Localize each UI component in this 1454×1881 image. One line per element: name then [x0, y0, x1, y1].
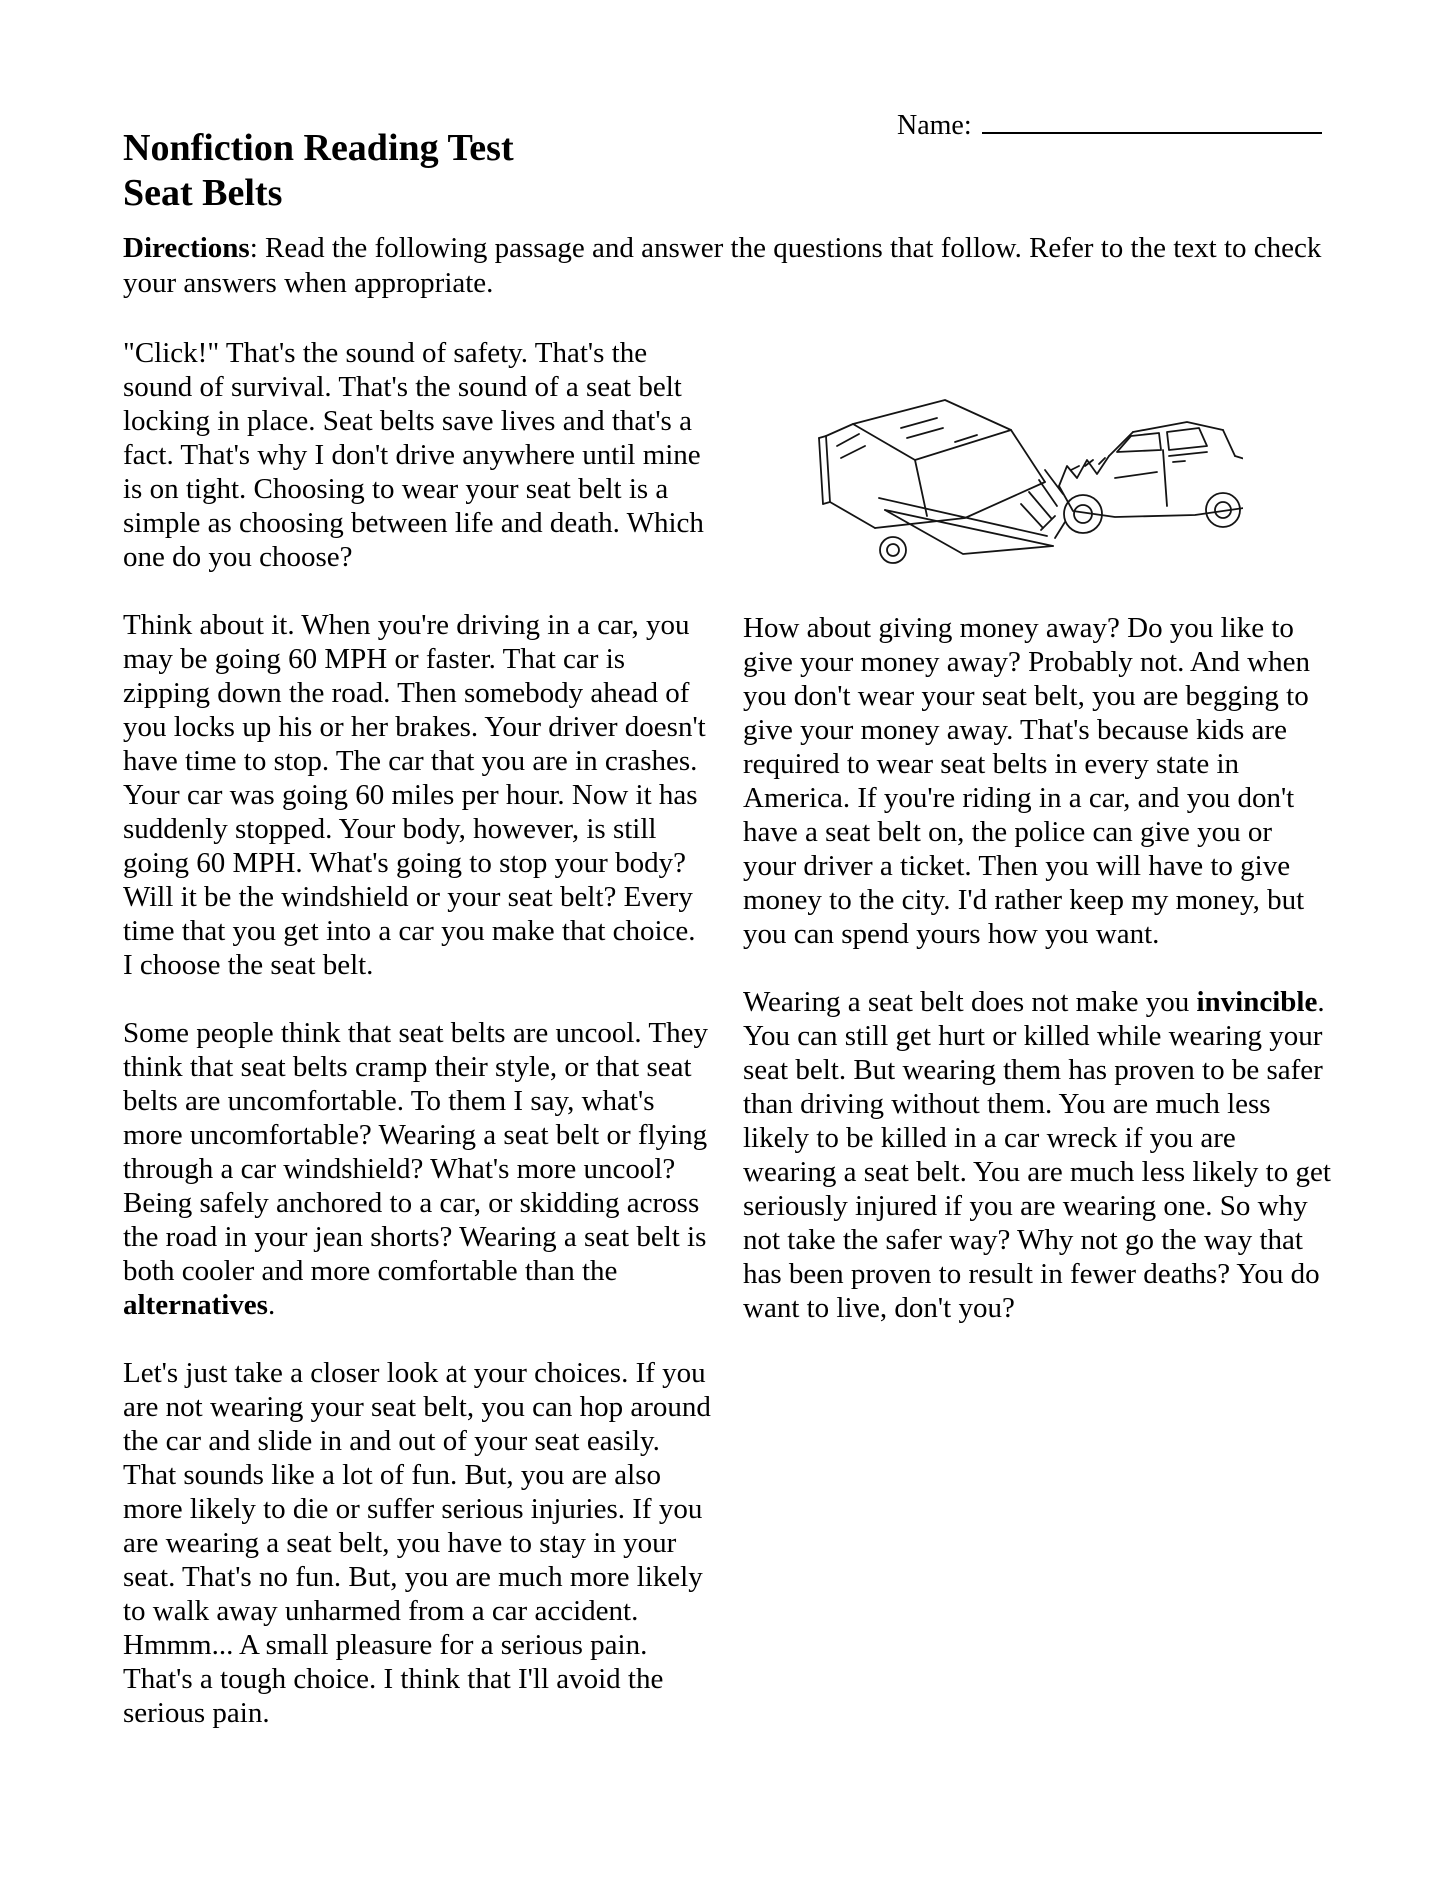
directions-label: Directions	[123, 232, 250, 264]
right-column-text	[743, 611, 1331, 1325]
directions	[123, 231, 1338, 301]
bold-text: alternatives	[123, 1289, 268, 1321]
passage-paragraph	[123, 336, 711, 574]
car-crash-illustration	[813, 388, 1243, 573]
text: .	[267, 1289, 276, 1321]
text: Some people think that seat belts are uncool. They think that seat belts cramp their style, or that seat belts are uncomfortable. To them I say, what's more uncomfortable? Wearing a seat belt or flying through a car windshield? What's more uncool? Being safely anchored to a car, or skidding across the road in your jean shorts? Wearing a seat belt is both cooler and more comfortable than the	[123, 1017, 708, 1287]
text: . You can still get hurt or killed while wearing your seat belt. But wearing them has proven to be safer than driving without them. You are much less likely to be killed in a car wreck if you are wearing a seat belt. You are much less likely to get seriously injured if you are wearing one. So why not take the safer way? Why not go the way that has been proven to result in fewer deaths? You do want to live, don't you?	[743, 986, 1331, 1324]
title-line-2: Seat Belts	[123, 172, 283, 214]
text: Wearing a seat belt does not make you	[743, 986, 1197, 1018]
text: How about giving money away? Do you like to give your money away? Probably not. And when you don't wear your seat belt, you are begging to give your money away. That's because kids are required to wear seat belts in every state in America. If you're riding in a car, and you don't have a seat belt on, the police can give you or your driver a ticket. Then you will have to give money to the city. I'd rather keep my money, but you can spend yours how you want.	[743, 612, 1311, 950]
passage-paragraph	[123, 608, 711, 982]
left-column	[123, 336, 711, 1764]
title-line-1: Nonfiction Reading Test	[123, 127, 514, 169]
name-label: Name:	[897, 110, 972, 141]
page-title	[123, 126, 514, 216]
car-crash-svg	[813, 388, 1243, 573]
name-blank-line	[982, 104, 1322, 134]
passage-paragraph	[123, 1016, 711, 1322]
directions-text: : Read the following passage and answer the questions that follow. Refer to the text to check your answers when appropriate.	[123, 232, 1322, 299]
passage-columns	[123, 336, 1331, 1764]
bold-text: invincible	[1196, 986, 1318, 1018]
name-row	[897, 104, 1322, 142]
text: Let's just take a closer look at your choices. If you are not wearing your seat belt, you can hop around the car and slide in and out of your seat easily. That sounds like a lot of fun. But, you are also more likely to die or suffer serious injuries. If you are wearing a seat belt, you have to stay in your seat. That's no fun. But, you are much more likely to walk away unharmed from a car accident. Hmmm... A small pleasure for a serious pain. That's a tough choice. I think that I'll avoid the serious pain.	[123, 1357, 711, 1729]
passage-paragraph	[743, 611, 1331, 951]
passage-paragraph	[123, 1356, 711, 1730]
text: "Click!" That's the sound of safety. That's the sound of survival. That's the sound of a seat belt locking in place. Seat belts save lives and that's a fact. That's why I don't drive anywhere until mine is on tight. Choosing to wear your seat belt is a simple as choosing between life and death. Which one do you choose?	[123, 337, 704, 573]
passage-paragraph	[743, 985, 1331, 1325]
right-column	[743, 336, 1331, 1359]
text: Think about it. When you're driving in a car, you may be going 60 MPH or faster. That car is zipping down the road. Then somebody ahead of you locks up his or her brakes. Your driver doesn't have time to stop. The car that you are in crashes. Your car was going 60 miles per hour. Now it has suddenly stopped. Your body, however, is still going 60 MPH. What's going to stop your body? Will it be the windshield or your seat belt? Every time that you get into a car you make that choice. I choose the seat belt.	[123, 609, 706, 981]
